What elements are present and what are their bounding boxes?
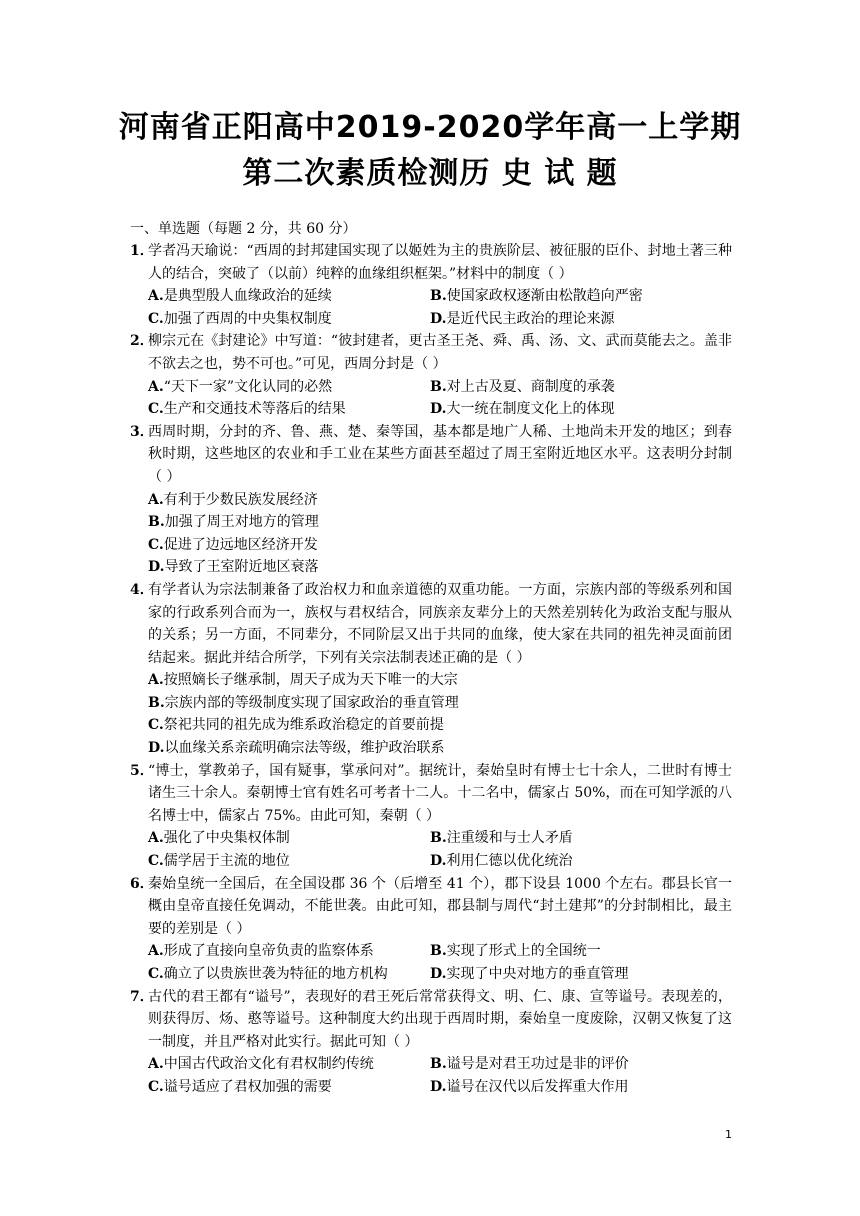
answer-option (430, 285, 732, 308)
option-text: 有利于少数民族发展经济 (163, 491, 318, 508)
question-text: 有学者认为宗法制兼备了政治权力和血亲道德的双重功能。一方面，宗族内部的等级系列和国家的行政系列合而为一，族权与君权结合，同族亲友辈分上的天然差别转化为政治支配与服从的关系；另一方面，不同辈分，不同阶层又出于共同的血缘，使大家在共同的祖先神灵面前团结起来。据此并结合所学，下列有关宗法制表述正确的是（ ） (148, 581, 732, 666)
question-item (130, 760, 732, 873)
option-letter: A. (148, 943, 164, 960)
option-text: 是典型殷人血缘政治的延续 (163, 288, 332, 305)
question-item (130, 986, 732, 1099)
question-number: 2． (130, 333, 154, 350)
answer-options (130, 1053, 732, 1098)
answer-option (148, 534, 732, 557)
option-text: 促进了边远地区经济开发 (163, 536, 318, 553)
option-text: 实现了形式上的全国统一 (446, 943, 601, 960)
question-stem (130, 421, 732, 489)
answer-option (148, 308, 430, 331)
option-text: 使国家政权逐渐由松散趋向严密 (446, 288, 643, 305)
answer-option (430, 1076, 732, 1099)
option-text: 对上古及夏、商制度的承袭 (446, 378, 615, 395)
question-number: 1． (130, 243, 154, 259)
answer-option (148, 737, 732, 760)
option-text: 祭祀共同的祖先成为维系政治稳定的首要前提 (163, 717, 444, 734)
answer-option (148, 692, 732, 715)
question-item (130, 330, 732, 420)
question-stem (130, 873, 732, 941)
answer-options (130, 489, 732, 579)
option-text: 中国古代政治文化有君权制约传统 (163, 1056, 374, 1073)
answer-option (430, 827, 732, 850)
answer-option (148, 511, 732, 534)
option-text: 实现了中央对地方的垂直管理 (446, 966, 629, 982)
question-stem (130, 760, 732, 828)
answer-options (130, 376, 732, 421)
question-stem (130, 330, 732, 375)
answer-options (130, 827, 732, 872)
answer-option (430, 398, 732, 421)
option-letter: B. (430, 830, 447, 847)
answer-option (430, 308, 732, 331)
question-text: 秦始皇统一全国后，在全国设郡 36 个（后增至 41 个），郡下设县 1000 个左右。郡县长官一概由皇帝直接任免调动，不能世袭。由此可知，郡县制与周代“封土建邦”的分封制相比，最主要的差别是（ ） (148, 875, 732, 937)
answer-options (130, 285, 732, 330)
question-number: 4． (130, 581, 154, 598)
answer-option (148, 669, 732, 692)
question-text: 西周时期，分封的齐、鲁、燕、楚、秦等国，基本都是地广人稀、土地尚未开发的地区；到春秋时期，这些地区的农业和手工业在某些方面甚至超过了周王室附近地区水平。这表明分封制（ ） (148, 423, 732, 485)
answer-option (148, 556, 732, 579)
option-letter: C. (148, 717, 164, 734)
option-letter: D. (430, 853, 447, 870)
option-text: 生产和交通技术等落后的结果 (163, 401, 346, 418)
option-letter: D. (148, 559, 165, 576)
question-text: 古代的君王都有“谥号”，表现好的君王死后常常获得文、明、仁、康、宣等谥号。表现差的，则获得厉、炀、憨等谥号。这种制度大约出现于西周时期，秦始皇一度废除，汉朝又恢复了这一制度，并且严格对此实行。据此可知（ ） (148, 988, 732, 1050)
option-letter: C. (148, 966, 164, 982)
option-letter: D. (430, 401, 447, 418)
answer-options (130, 669, 732, 759)
option-letter: B. (148, 514, 165, 531)
option-letter: B. (430, 943, 447, 960)
option-letter: A. (148, 1056, 164, 1073)
option-letter: D. (148, 740, 165, 757)
option-letter: D. (430, 310, 447, 327)
answer-option (148, 963, 430, 986)
answer-option (430, 376, 732, 399)
option-text: 以血缘关系亲疏明确宗法等级，维护政治联系 (164, 740, 445, 757)
option-text: 确立了以贵族世袭为特征的地方机构 (163, 966, 388, 982)
answer-option (148, 1053, 430, 1076)
option-letter: A. (148, 830, 164, 847)
question-text: “博士，掌教弟子，国有疑事，掌承问对”。据统计，秦始皇时有博士七十余人，二世时有博士诸生三十余人。秦朝博士官有姓名可考者十二人。十二名中，儒家占 50%，而在可知学派的八名博士中，儒家占 75%。由此可知，秦朝（ ） (148, 762, 732, 824)
option-letter: D. (430, 1078, 447, 1095)
option-text: 儒学居于主流的地位 (163, 853, 290, 870)
option-text: 强化了中央集权体制 (163, 830, 290, 847)
option-letter: A. (148, 491, 164, 508)
question-item (130, 579, 732, 760)
question-item (130, 873, 732, 986)
exam-title-line-2: 第二次素质检测历 史 试 题 (242, 156, 618, 191)
answer-option (148, 1076, 430, 1099)
question-item (130, 240, 732, 330)
question-number: 3． (130, 423, 154, 440)
option-letter: A. (148, 378, 164, 395)
option-letter: C. (148, 1078, 164, 1095)
question-stem (130, 240, 732, 285)
option-letter: C. (148, 310, 164, 327)
option-text: 加强了西周的中央集权制度 (163, 310, 332, 327)
question-number: 6． (130, 875, 154, 892)
answer-option (430, 850, 732, 873)
option-letter: A. (148, 672, 164, 689)
answer-option (148, 714, 732, 737)
section-heading: 一、单选题（每题 2 分，共 60 分） (130, 221, 357, 237)
option-text: 形成了直接向皇帝负责的监察体系 (163, 943, 374, 960)
option-letter: B. (430, 288, 447, 305)
question-number: 7． (130, 988, 154, 1005)
option-text: 是近代民主政治的理论来源 (446, 310, 615, 327)
option-letter: B. (430, 1056, 447, 1073)
answer-option (148, 398, 430, 421)
option-text: 谥号在汉代以后发挥重大作用 (446, 1078, 629, 1095)
question-stem (130, 986, 732, 1054)
question-item (130, 421, 732, 579)
answer-option (148, 376, 430, 399)
answer-options (130, 940, 732, 985)
answer-option (430, 1053, 732, 1076)
question-stem (130, 579, 732, 669)
question-number: 5． (130, 762, 154, 779)
option-letter: B. (148, 694, 165, 711)
answer-option (148, 489, 732, 512)
exam-title-line-1: 河南省正阳高中2019-2020学年高一上学期 (118, 110, 742, 145)
answer-option (430, 940, 732, 963)
answer-option (430, 963, 732, 986)
answer-option (148, 827, 430, 850)
option-letter: C. (148, 401, 164, 418)
option-text: 注重缓和与士人矛盾 (446, 830, 573, 847)
option-text: 大一统在制度文化上的体现 (446, 401, 615, 418)
answer-option (148, 940, 430, 963)
question-text: 学者冯天瑜说：“西周的封邦建国实现了以姬姓为主的贵族阶层、被征服的臣仆、封地土著三种人的结合，突破了（以前）纯粹的血缘组织框架。”材料中的制度（ ） (148, 243, 732, 282)
option-letter: A. (148, 288, 164, 305)
option-text: 谥号适应了君权加强的需要 (163, 1078, 332, 1095)
page-number: 1 (725, 1128, 732, 1141)
question-text: 柳宗元在《封建论》中写道：“彼封建者，更古圣王尧、舜、禹、汤、文、武而莫能去之。盖非不欲去之也，势不可也。”可见，西周分封是（ ） (148, 333, 732, 372)
answer-option (148, 285, 430, 308)
option-text: 加强了周王对地方的管理 (164, 514, 319, 531)
option-text: 按照嫡长子继承制，周天子成为天下唯一的大宗 (163, 672, 458, 689)
option-letter: C. (148, 536, 164, 553)
option-text: 谥号是对君王功过是非的评价 (446, 1056, 629, 1073)
option-text: 宗族内部的等级制度实现了国家政治的垂直管理 (164, 694, 459, 711)
answer-option (148, 850, 430, 873)
option-text: 利用仁德以优化统治 (446, 853, 573, 870)
option-letter: D. (430, 966, 447, 982)
option-text: “天下一家”文化认同的必然 (163, 378, 333, 395)
option-letter: B. (430, 378, 447, 395)
option-text: 导致了王室附近地区衰落 (164, 559, 319, 576)
option-letter: C. (148, 853, 164, 870)
question-list (130, 240, 732, 1099)
